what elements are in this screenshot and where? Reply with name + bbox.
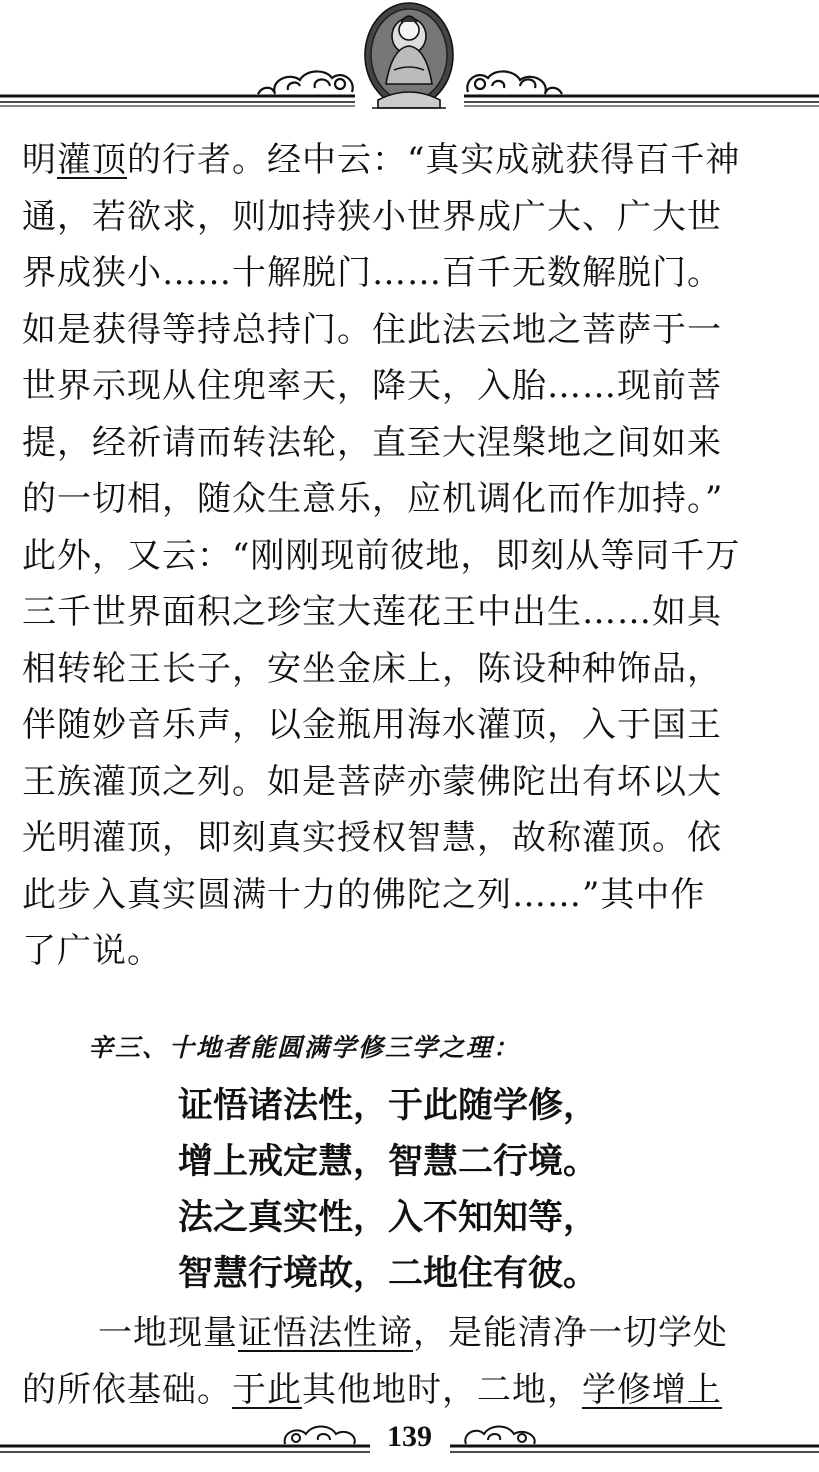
underlined-term: 于此 [232, 1369, 302, 1410]
verse-line: 证悟诸法性，于此随学修， [178, 1086, 599, 1126]
body-text [22, 132, 808, 980]
text-run: 的行者。经中云：“真实成就获得百千神 [127, 140, 741, 180]
text-line [22, 1305, 808, 1362]
text-line: 了广说。 [22, 931, 162, 971]
text-run: 明 [22, 140, 57, 180]
section-heading: 辛三、十地者能圆满学修三学之理： [88, 1033, 521, 1062]
text-run: 一地现量 [98, 1313, 238, 1353]
text-run: 的所依基础。 [22, 1369, 232, 1410]
text-line: 世界示现从住兜率天，降天，入胎……现前菩 [22, 366, 722, 406]
cloud-scroll-icon [258, 71, 353, 94]
text-line: 此外，又云：“刚刚现前彼地，即刻从等同千万 [22, 535, 741, 576]
text-line: 王族灌顶之列。如是菩萨亦蒙佛陀出有坏以大 [22, 761, 722, 802]
text-line [22, 132, 808, 189]
page-header [0, 0, 819, 118]
text-run: ，是能清净一切学处 [413, 1313, 728, 1353]
buddha-icon [365, 3, 453, 108]
text-line: 界成狭小……十解脱门……百千无数解脱门。 [22, 253, 722, 293]
verse-line: 智慧行境故，二地住有彼。 [178, 1254, 599, 1294]
commentary-text [22, 1305, 808, 1418]
text-line: 此步入真实圆满十力的佛陀之列……”其中作 [22, 874, 706, 915]
underlined-term: 证悟法性谛 [238, 1313, 413, 1353]
text-line: 光明灌顶，即刻真实授权智慧，故称灌顶。依 [22, 818, 722, 858]
text-line: 相转轮王长子，安坐金床上，陈设种种饰品， [22, 648, 722, 689]
text-run: 其他地时，二地， [302, 1369, 582, 1410]
text-line: 提，经祈请而转法轮，直至大涅槃地之间如来 [22, 422, 722, 463]
text-line: 如是获得等持总持门。住此法云地之菩萨于一 [22, 309, 722, 350]
verse-line: 法之真实性，入不知知等， [178, 1198, 599, 1238]
header-ornament [0, 0, 819, 118]
verse-line: 增上戒定慧，智慧二行境。 [178, 1142, 599, 1182]
cloud-scroll-icon [467, 71, 562, 94]
text-line: 的一切相，随众生意乐，应机调化而作加持。” [22, 479, 724, 519]
text-line: 伴随妙音乐声，以金瓶用海水灌顶，入于国王 [22, 705, 722, 745]
page-number: 139 [387, 1420, 432, 1453]
text-line: 三千世界面积之珍宝大莲花王中出生……如具 [22, 592, 722, 632]
verse-block [178, 1078, 598, 1302]
text-line: 通，若欲求，则加持狭小世界成广大、广大世 [22, 196, 722, 237]
underlined-term: 学修增上 [582, 1369, 722, 1410]
underlined-term: 灌顶 [57, 140, 127, 180]
